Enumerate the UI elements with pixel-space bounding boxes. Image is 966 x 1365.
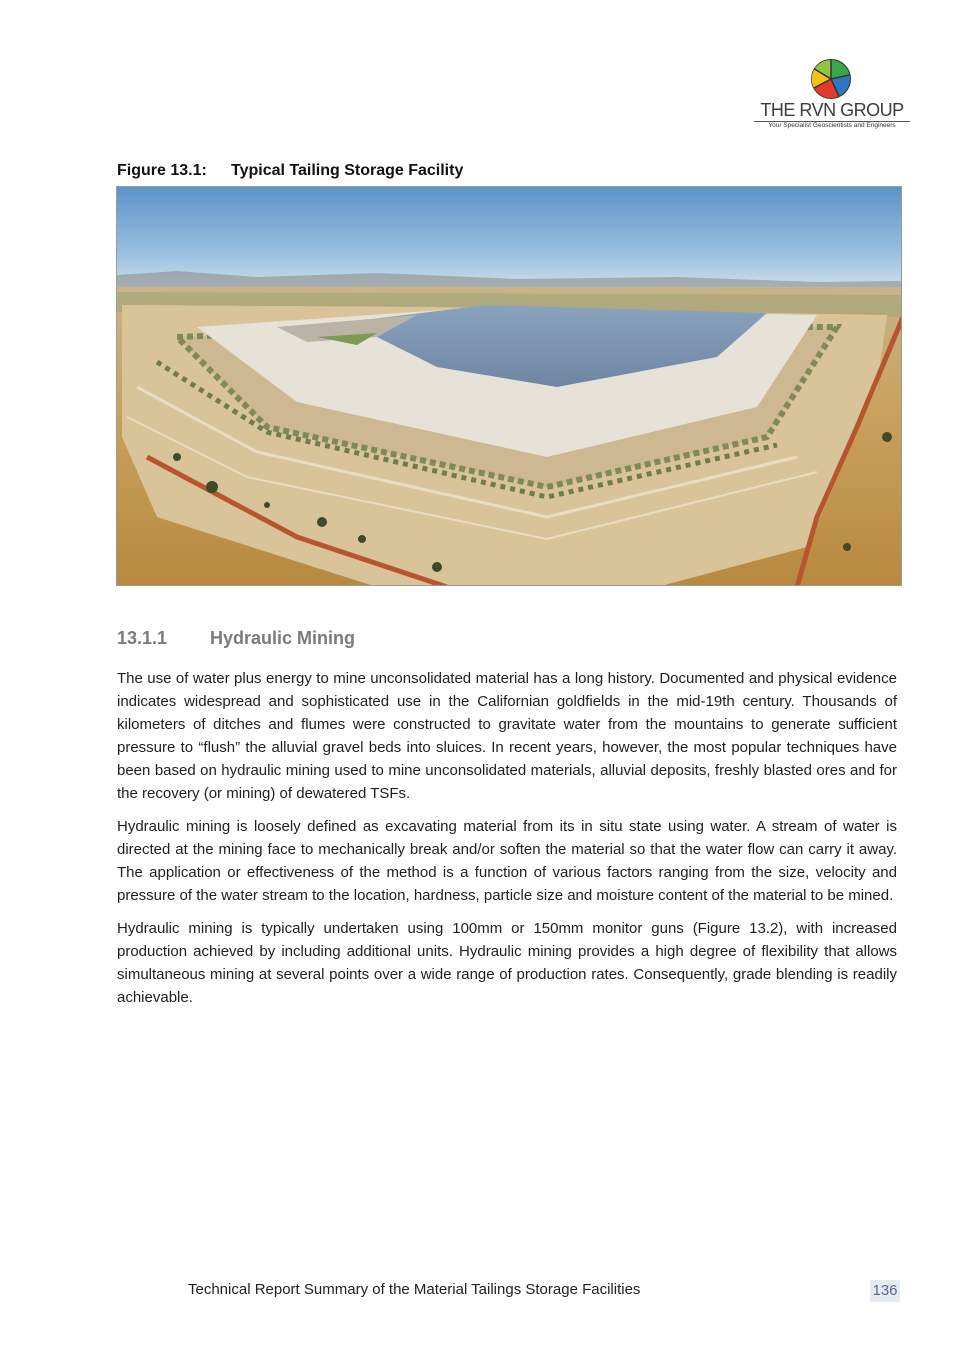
body-text bbox=[117, 667, 897, 1019]
company-logo bbox=[752, 58, 912, 132]
tailings-facility-photo bbox=[116, 186, 902, 586]
figure-title: Typical Tailing Storage Facility bbox=[231, 162, 464, 179]
section-heading bbox=[117, 628, 355, 649]
logo-pinwheel-icon bbox=[810, 58, 852, 100]
figure-caption bbox=[117, 162, 463, 180]
figure-number: Figure 13.1: bbox=[117, 162, 207, 179]
paragraph-3: Hydraulic mining is typically undertaken using 100mm or 150mm monitor guns (Figure 13.2), with increased production achieved by including additional units. Hydraulic mining provides a high degree of flexibility that allows simultaneous mining at several points over a wide range of production rates. Consequently, grade blending is readily achievable. bbox=[117, 920, 897, 1006]
section-number: 13.1.1 bbox=[117, 628, 168, 648]
paragraph-2: Hydraulic mining is loosely defined as excavating material from its in situ state using water. A stream of water is directed at the mining face to mechanically break and/or soften the material so that the water flow can carry it away. The application or effectiveness of the method is a function of various factors ranging from the size, velocity and pressure of the water stream to the location, hardness, particle size and moisture content of the material to be mined. bbox=[117, 818, 897, 904]
paragraph-1: The use of water plus energy to mine unconsolidated material has a long history. Documented and physical evidence indicates widespread and sophisticated use in the Californian goldfields in the mid-19th century. Thousands of kilometers of ditches and flumes were constructed to gravitate water from the mountains to generate sufficient pressure to “flush” the alluvial gravel beds into sluices. In recent years, however, the most popular techniques have been based on hydraulic mining used to mine unconsolidated materials, alluvial deposits, freshly blasted ores and for the recovery (or mining) of dewatered TSFs. bbox=[117, 670, 897, 802]
aerial-landscape-illustration bbox=[117, 187, 902, 586]
section-title: Hydraulic Mining bbox=[210, 628, 356, 648]
logo-subtitle: Your Specialist Geoscientists and Engineers bbox=[768, 122, 896, 129]
footer-title: Technical Report Summary of the Material Tailings Storage Facilities bbox=[188, 1281, 641, 1298]
logo-title: THE RVN GROUP bbox=[760, 100, 904, 120]
page-number: 136 bbox=[870, 1280, 900, 1302]
